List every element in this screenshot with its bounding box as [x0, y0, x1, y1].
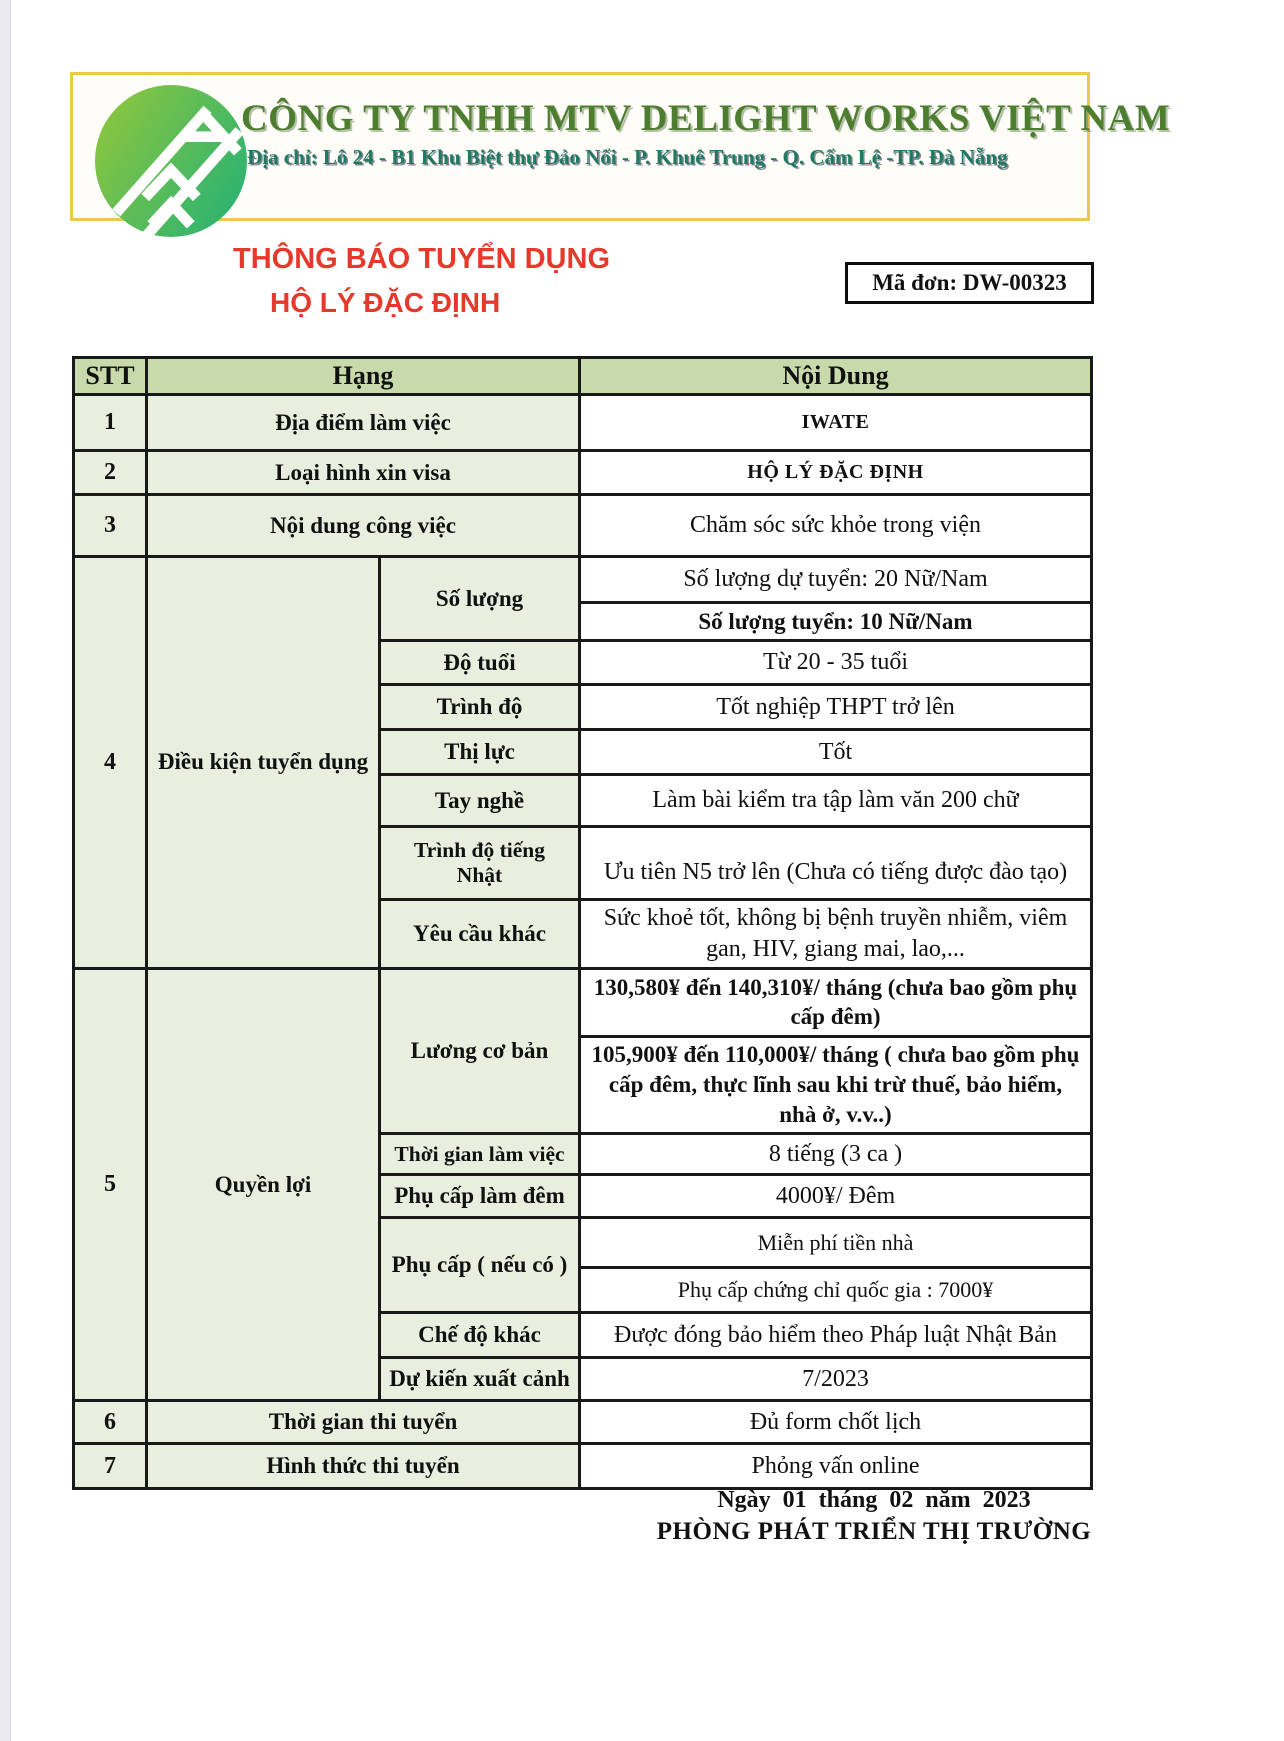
row5-phu-cap-value2: Phụ cấp chứng chỉ quốc gia : 7000¥: [580, 1268, 1092, 1313]
row7-value: Phỏng vấn online: [580, 1444, 1092, 1489]
table-header-row: [74, 358, 1092, 395]
row4-number: 4: [74, 557, 147, 969]
footer-department: PHÒNG PHÁT TRIỂN THỊ TRƯỜNG: [656, 1518, 1092, 1545]
row2-number: 2: [74, 451, 147, 495]
row7-number: 7: [74, 1444, 147, 1489]
row4-do-tuoi-value: Từ 20 - 35 tuổi: [580, 641, 1092, 685]
row4-yeu-cau-khac-value: Sức khoẻ tốt, không bị bệnh truyền nhiễm, viêm gan, HIV, giang mai, lao,...: [580, 900, 1092, 969]
row1-number: 1: [74, 395, 147, 451]
row3-number: 3: [74, 495, 147, 557]
company-header: [70, 72, 1171, 221]
row4-so-luong-value2: Số lượng tuyển: 10 Nữ/Nam: [580, 603, 1092, 641]
table-row: [74, 557, 1092, 603]
row7-label: Hình thức thi tuyển: [147, 1444, 580, 1489]
row4-so-luong-label: Số lượng: [380, 557, 580, 641]
row4-trinh-do-label: Trình độ: [380, 685, 580, 730]
announcement-title: THÔNG BÁO TUYỂN DỤNG: [233, 243, 610, 275]
company-address: Địa chỉ: Lô 24 - B1 Khu Biệt thự Đảo Nổi - P. Khuê Trung - Q. Cẩm Lệ -TP. Đà Nẵng: [247, 145, 1008, 169]
row3-value: Chăm sóc sức khỏe trong viện: [580, 495, 1092, 557]
order-code-box: [845, 262, 1094, 304]
row4-tieng-nhat-value: Ưu tiên N5 trở lên (Chưa có tiếng được đào tạo): [580, 827, 1092, 900]
col-header-stt: STT: [74, 358, 147, 395]
row5-label: Quyền lợi: [147, 969, 380, 1401]
table-row: [74, 495, 1092, 557]
row4-tay-nghe-value: Làm bài kiểm tra tập làm văn 200 chữ: [580, 775, 1092, 827]
document-footer: [600, 1487, 1148, 1546]
row4-so-luong-value1: Số lượng dự tuyển: 20 Nữ/Nam: [580, 557, 1092, 603]
row5-luong-value2: 105,900¥ đến 110,000¥/ tháng ( chưa bao gồm phụ cấp đêm, thực lĩnh sau khi trừ thuế, bảo hiểm, nhà ở, v.v..): [580, 1037, 1092, 1134]
row4-do-tuoi-label: Độ tuổi: [380, 641, 580, 685]
order-code: Mã đơn: DW-00323: [872, 270, 1067, 295]
row1-value: IWATE: [580, 395, 1092, 451]
col-header-noi-dung: Nội Dung: [580, 358, 1092, 395]
announcement-subtitle: HỘ LÝ ĐẶC ĐỊNH: [270, 287, 501, 318]
row5-luong-label: Lương cơ bản: [380, 969, 580, 1134]
row5-xuat-canh-label: Dự kiến xuất cảnh: [380, 1358, 580, 1401]
row5-che-do-khac-label: Chế độ khác: [380, 1313, 580, 1358]
row6-value: Đủ form chốt lịch: [580, 1401, 1092, 1444]
row5-phu-cap-label: Phụ cấp ( nếu có ): [380, 1218, 580, 1313]
row4-yeu-cau-khac-label: Yêu cầu khác: [380, 900, 580, 969]
row5-phu-cap-dem-label: Phụ cấp làm đêm: [380, 1175, 580, 1218]
row5-phu-cap-value1: Miễn phí tiền nhà: [580, 1218, 1092, 1268]
company-logo-icon: [95, 85, 247, 237]
table-row: [74, 969, 1092, 1037]
row4-tay-nghe-label: Tay nghề: [380, 775, 580, 827]
footer-date: Ngày 01 tháng 02 năm 2023: [717, 1487, 1031, 1513]
row4-thi-luc-value: Tốt: [580, 730, 1092, 775]
row4-trinh-do-value: Tốt nghiệp THPT trở lên: [580, 685, 1092, 730]
row4-label: Điều kiện tuyển dụng: [147, 557, 380, 969]
row6-number: 6: [74, 1401, 147, 1444]
row6-label: Thời gian thi tuyển: [147, 1401, 580, 1444]
row5-phu-cap-dem-value: 4000¥/ Đêm: [580, 1175, 1092, 1218]
table-row: [74, 1401, 1092, 1444]
table-row: [74, 451, 1092, 495]
row4-tieng-nhat-label: Trình độ tiếng Nhật: [380, 827, 580, 900]
col-header-hang: Hạng: [147, 358, 580, 395]
row1-label: Địa điểm làm việc: [147, 395, 580, 451]
row3-label: Nội dung công việc: [147, 495, 580, 557]
recruitment-table: [72, 356, 1093, 1490]
scan-edge-strip: [0, 0, 11, 1741]
row5-number: 5: [74, 969, 147, 1401]
row2-value: HỘ LÝ ĐẶC ĐỊNH: [580, 451, 1092, 495]
table-row: [74, 395, 1092, 451]
table-row: [74, 1444, 1092, 1489]
row5-luong-value1: 130,580¥ đến 140,310¥/ tháng (chưa bao gồm phụ cấp đêm): [580, 969, 1092, 1037]
row5-thoi-gian-value: 8 tiếng (3 ca ): [580, 1134, 1092, 1175]
row5-xuat-canh-value: 7/2023: [580, 1358, 1092, 1401]
row5-thoi-gian-label: Thời gian làm việc: [380, 1134, 580, 1175]
row4-thi-luc-label: Thị lực: [380, 730, 580, 775]
row5-che-do-khac-value: Được đóng bảo hiểm theo Pháp luật Nhật Bản: [580, 1313, 1092, 1358]
row2-label: Loại hình xin visa: [147, 451, 580, 495]
company-name: CÔNG TY TNHH MTV DELIGHT WORKS VIỆT NAM: [241, 98, 1171, 139]
